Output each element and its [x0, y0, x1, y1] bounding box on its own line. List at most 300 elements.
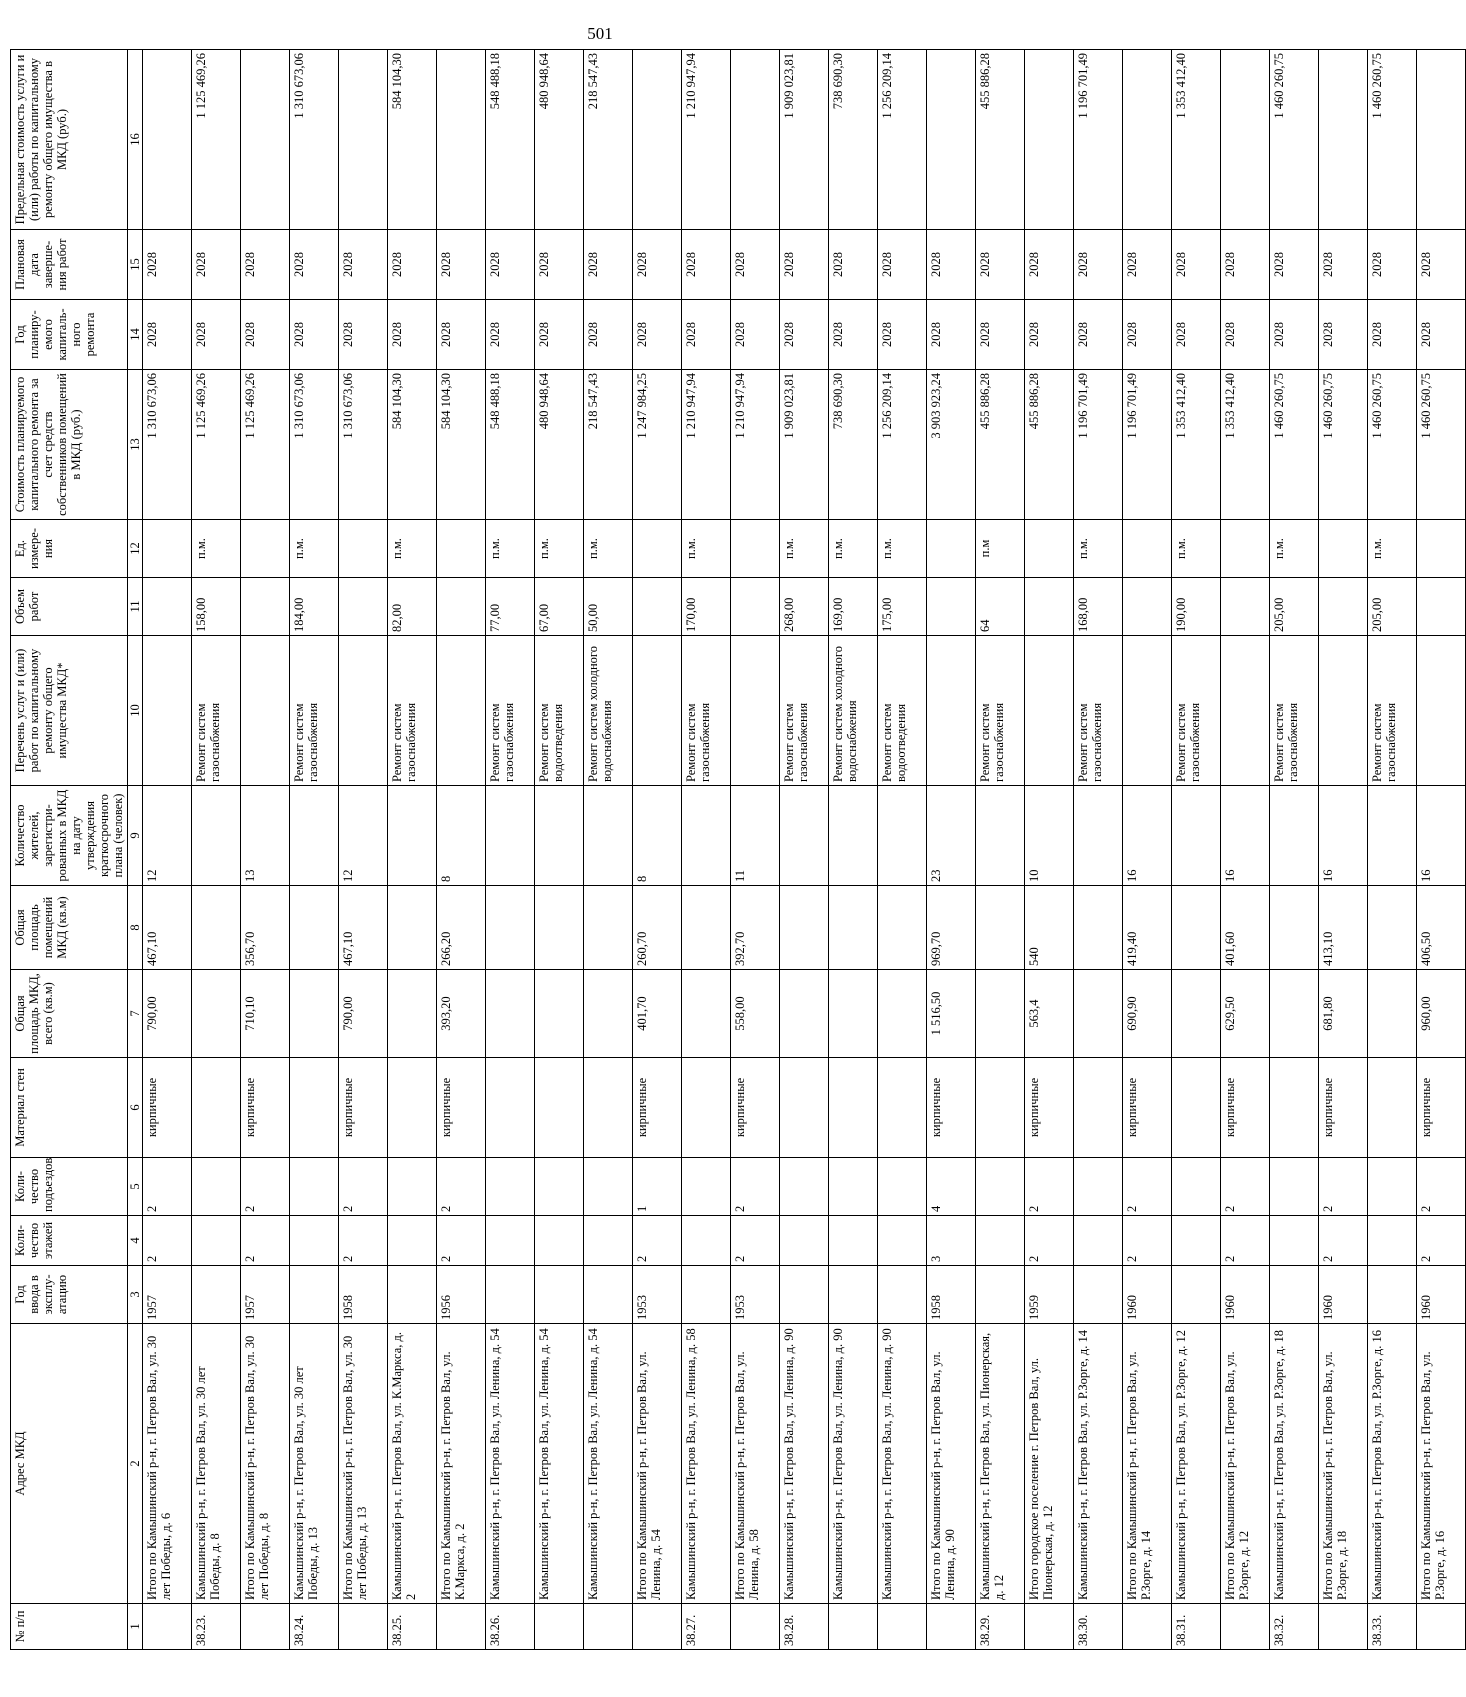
work-volume-cell	[339, 578, 388, 636]
works-list-cell	[1417, 636, 1466, 786]
column-number: 5	[128, 1158, 143, 1216]
table-row	[878, 50, 927, 1650]
row-number: 38.32.	[1270, 1604, 1319, 1650]
entrances-cell: 2	[339, 1158, 388, 1216]
works-list-cell: Ремонт систем газоснабжения	[290, 636, 339, 786]
max-cost-cell: 1 460 260,75	[1368, 50, 1417, 230]
unit-cell	[437, 520, 486, 578]
table-row	[437, 50, 486, 1650]
table-row	[1123, 50, 1172, 1650]
total-area-cell: 629,50	[1221, 970, 1270, 1058]
address-cell: Итого по Камышинский р-н, г. Петров Вал, ул. Ленина, д. 54	[633, 1324, 682, 1604]
completion-date-cell: 2028	[1368, 230, 1417, 300]
repair-cost-cell: 1 460 260,75	[1319, 370, 1368, 520]
completion-date-cell: 2028	[633, 230, 682, 300]
max-cost-cell: 548 488,18	[486, 50, 535, 230]
residents-cell	[584, 786, 633, 886]
completion-date-cell: 2028	[1025, 230, 1074, 300]
floors-cell: 2	[437, 1216, 486, 1266]
year-built-cell: 1960	[1123, 1266, 1172, 1324]
work-volume-cell	[241, 578, 290, 636]
residents-cell: 16	[1417, 786, 1466, 886]
completion-date-cell: 2028	[927, 230, 976, 300]
total-area-cell	[682, 970, 731, 1058]
entrances-cell	[1074, 1158, 1123, 1216]
completion-date-cell: 2028	[1172, 230, 1221, 300]
unit-cell	[927, 520, 976, 578]
total-area-cell	[192, 970, 241, 1058]
residents-cell	[780, 786, 829, 886]
year-built-cell	[584, 1266, 633, 1324]
floors-cell	[290, 1216, 339, 1266]
table-row	[388, 50, 437, 1650]
header-cell: Год ввода в эксплу-атацию	[11, 1266, 128, 1324]
floors-cell: 2	[143, 1216, 192, 1266]
year-built-cell	[486, 1266, 535, 1324]
repair-year-cell: 2028	[388, 300, 437, 370]
floors-cell	[878, 1216, 927, 1266]
repair-cost-cell: 1 256 209,14	[878, 370, 927, 520]
floors-cell: 2	[241, 1216, 290, 1266]
repair-year-cell: 2028	[976, 300, 1025, 370]
unit-cell	[633, 520, 682, 578]
max-cost-cell	[1319, 50, 1368, 230]
entrances-cell	[976, 1158, 1025, 1216]
work-volume-cell: 205,00	[1270, 578, 1319, 636]
residents-cell	[682, 786, 731, 886]
entrances-cell	[584, 1158, 633, 1216]
column-number: 15	[128, 230, 143, 300]
works-list-cell	[1123, 636, 1172, 786]
year-built-cell: 1958	[927, 1266, 976, 1324]
address-cell: Камышинский р-н, г. Петров Вал, ул. Ленина, д. 90	[829, 1324, 878, 1604]
work-volume-cell: 67,00	[535, 578, 584, 636]
year-built-cell	[290, 1266, 339, 1324]
year-built-cell: 1956	[437, 1266, 486, 1324]
total-area-cell	[829, 970, 878, 1058]
repair-cost-cell: 1 310 673,06	[290, 370, 339, 520]
works-list-cell	[339, 636, 388, 786]
completion-date-cell: 2028	[192, 230, 241, 300]
total-area-cell	[290, 970, 339, 1058]
total-area-cell	[976, 970, 1025, 1058]
unit-cell: п.м.	[780, 520, 829, 578]
entrances-cell: 2	[1417, 1158, 1466, 1216]
total-area-cell	[584, 970, 633, 1058]
floors-cell	[976, 1216, 1025, 1266]
wall-material-cell: кирпичные	[339, 1058, 388, 1158]
table-row	[1074, 50, 1123, 1650]
row-number: 38.31.	[1172, 1604, 1221, 1650]
wall-material-cell: кирпичные	[927, 1058, 976, 1158]
total-area-cell: 681,80	[1319, 970, 1368, 1058]
wall-material-cell: кирпичные	[1319, 1058, 1368, 1158]
works-list-cell: Ремонт систем холодного водоснабжения	[829, 636, 878, 786]
residents-cell: 13	[241, 786, 290, 886]
total-area-cell	[486, 970, 535, 1058]
premises-area-cell	[1172, 886, 1221, 970]
row-number	[829, 1604, 878, 1650]
row-number	[241, 1604, 290, 1650]
repair-cost-cell: 1 210 947,94	[731, 370, 780, 520]
unit-cell: п.м.	[1368, 520, 1417, 578]
completion-date-cell: 2028	[143, 230, 192, 300]
year-built-cell	[1074, 1266, 1123, 1324]
premises-area-cell: 419,40	[1123, 886, 1172, 970]
wall-material-cell: кирпичные	[1221, 1058, 1270, 1158]
total-area-cell: 690,90	[1123, 970, 1172, 1058]
residents-cell	[1270, 786, 1319, 886]
floors-cell: 2	[1319, 1216, 1368, 1266]
table-row	[1221, 50, 1270, 1650]
year-built-cell	[535, 1266, 584, 1324]
column-number: 12	[128, 520, 143, 578]
work-volume-cell: 168,00	[1074, 578, 1123, 636]
year-built-cell: 1959	[1025, 1266, 1074, 1324]
works-list-cell	[927, 636, 976, 786]
table-row	[1270, 50, 1319, 1650]
work-volume-cell: 77,00	[486, 578, 535, 636]
total-area-cell	[1270, 970, 1319, 1058]
repair-year-cell: 2028	[633, 300, 682, 370]
table-row	[143, 50, 192, 1650]
repair-cost-cell: 584 104,30	[388, 370, 437, 520]
work-volume-cell: 169,00	[829, 578, 878, 636]
max-cost-cell	[339, 50, 388, 230]
residents-cell: 10	[1025, 786, 1074, 886]
completion-date-cell: 2028	[241, 230, 290, 300]
premises-area-cell	[1270, 886, 1319, 970]
year-built-cell	[976, 1266, 1025, 1324]
header-cell: Ед. измере-ния	[11, 520, 128, 578]
completion-date-cell: 2028	[1270, 230, 1319, 300]
completion-date-cell: 2028	[731, 230, 780, 300]
works-list-cell: Ремонт систем газоснабжения	[388, 636, 437, 786]
completion-date-cell: 2028	[437, 230, 486, 300]
wall-material-cell	[1270, 1058, 1319, 1158]
unit-cell: п.м.	[584, 520, 633, 578]
floors-cell: 2	[339, 1216, 388, 1266]
address-cell: Камышинский р-н, г. Петров Вал, ул. Ленина, д. 54	[535, 1324, 584, 1604]
column-number: 13	[128, 370, 143, 520]
max-cost-cell: 584 104,30	[388, 50, 437, 230]
column-number: 1	[128, 1604, 143, 1650]
premises-area-cell: 406,50	[1417, 886, 1466, 970]
repair-year-cell: 2028	[290, 300, 339, 370]
wall-material-cell	[388, 1058, 437, 1158]
entrances-cell	[192, 1158, 241, 1216]
address-cell: Итого по Камышинский р-н, г. Петров Вал, ул. 30 лет Победы, д. 6	[143, 1324, 192, 1604]
works-list-cell: Ремонт систем газоснабжения	[1368, 636, 1417, 786]
row-number	[339, 1604, 388, 1650]
residents-cell: 8	[633, 786, 682, 886]
premises-area-cell: 392,70	[731, 886, 780, 970]
address-cell: Итого по Камышинский р-н, г. Петров Вал, ул. Ленина, д. 58	[731, 1324, 780, 1604]
unit-cell	[1123, 520, 1172, 578]
total-area-cell	[878, 970, 927, 1058]
total-area-cell	[1172, 970, 1221, 1058]
column-number: 3	[128, 1266, 143, 1324]
work-volume-cell: 158,00	[192, 578, 241, 636]
column-number-row	[128, 50, 143, 1650]
wall-material-cell: кирпичные	[1025, 1058, 1074, 1158]
work-volume-cell: 170,00	[682, 578, 731, 636]
table-row	[535, 50, 584, 1650]
premises-area-cell: 467,10	[143, 886, 192, 970]
works-list-cell	[1025, 636, 1074, 786]
work-volume-cell	[437, 578, 486, 636]
column-number: 9	[128, 786, 143, 886]
address-cell: Итого по Камышинский р-н, г. Петров Вал, ул. К.Маркса, д. 2	[437, 1324, 486, 1604]
residents-cell: 11	[731, 786, 780, 886]
premises-area-cell	[682, 886, 731, 970]
premises-area-cell: 413,10	[1319, 886, 1368, 970]
work-volume-cell: 82,00	[388, 578, 437, 636]
entrances-cell	[1270, 1158, 1319, 1216]
premises-area-cell	[388, 886, 437, 970]
residents-cell: 16	[1123, 786, 1172, 886]
row-number	[633, 1604, 682, 1650]
total-area-cell	[535, 970, 584, 1058]
unit-cell: п.м	[976, 520, 1025, 578]
table-row	[192, 50, 241, 1650]
work-volume-cell: 268,00	[780, 578, 829, 636]
unit-cell	[143, 520, 192, 578]
max-cost-cell: 1 353 412,40	[1172, 50, 1221, 230]
residents-cell	[388, 786, 437, 886]
row-number	[1417, 1604, 1466, 1650]
floors-cell: 2	[1123, 1216, 1172, 1266]
works-list-cell	[1221, 636, 1270, 786]
premises-area-cell: 356,70	[241, 886, 290, 970]
address-cell: Камышинский р-н, г. Петров Вал, ул. Р.Зорге, д. 12	[1172, 1324, 1221, 1604]
repair-cost-cell: 1 310 673,06	[143, 370, 192, 520]
address-cell: Итого по Камышинский р-н, г. Петров Вал, ул. Р.Зорге, д. 12	[1221, 1324, 1270, 1604]
unit-cell: п.м.	[388, 520, 437, 578]
wall-material-cell	[829, 1058, 878, 1158]
entrances-cell	[535, 1158, 584, 1216]
wall-material-cell	[682, 1058, 731, 1158]
repair-cost-cell: 1 353 412,40	[1172, 370, 1221, 520]
row-number	[1319, 1604, 1368, 1650]
row-number	[535, 1604, 584, 1650]
entrances-cell	[829, 1158, 878, 1216]
floors-cell	[1074, 1216, 1123, 1266]
rotated-table-container	[10, 50, 1447, 1650]
table-body	[143, 50, 1466, 1650]
residents-cell	[486, 786, 535, 886]
table-row	[731, 50, 780, 1650]
completion-date-cell: 2028	[682, 230, 731, 300]
table-row	[633, 50, 682, 1650]
year-built-cell	[682, 1266, 731, 1324]
max-cost-cell	[1025, 50, 1074, 230]
table-row	[829, 50, 878, 1650]
repair-year-cell: 2028	[339, 300, 388, 370]
total-area-cell: 960,00	[1417, 970, 1466, 1058]
row-number	[1221, 1604, 1270, 1650]
residents-cell: 16	[1319, 786, 1368, 886]
work-volume-cell	[143, 578, 192, 636]
premises-area-cell: 540	[1025, 886, 1074, 970]
floors-cell	[584, 1216, 633, 1266]
row-number: 38.23.	[192, 1604, 241, 1650]
entrances-cell: 4	[927, 1158, 976, 1216]
total-area-cell	[388, 970, 437, 1058]
wall-material-cell	[976, 1058, 1025, 1158]
works-list-cell	[437, 636, 486, 786]
row-number: 38.27.	[682, 1604, 731, 1650]
residents-cell: 23	[927, 786, 976, 886]
max-cost-cell	[927, 50, 976, 230]
wall-material-cell: кирпичные	[241, 1058, 290, 1158]
completion-date-cell: 2028	[1123, 230, 1172, 300]
year-built-cell	[1368, 1266, 1417, 1324]
repair-cost-cell: 1 196 701,49	[1123, 370, 1172, 520]
repair-cost-cell: 584 104,30	[437, 370, 486, 520]
year-built-cell: 1960	[1319, 1266, 1368, 1324]
column-number: 4	[128, 1216, 143, 1266]
address-cell: Камышинский р-н, г. Петров Вал, ул. Ленина, д. 54	[486, 1324, 535, 1604]
total-area-cell: 1 516,50	[927, 970, 976, 1058]
entrances-cell: 2	[1025, 1158, 1074, 1216]
unit-cell	[1417, 520, 1466, 578]
header-cell: Общая площадь помещений МКД (кв.м)	[11, 886, 128, 970]
max-cost-cell: 1 125 469,26	[192, 50, 241, 230]
completion-date-cell: 2028	[486, 230, 535, 300]
floors-cell	[486, 1216, 535, 1266]
wall-material-cell: кирпичные	[437, 1058, 486, 1158]
completion-date-cell: 2028	[780, 230, 829, 300]
header-cell: Перечень услуг и (или) работ по капитальному ремонту общего имущества МКД*	[11, 636, 128, 786]
entrances-cell	[1368, 1158, 1417, 1216]
completion-date-cell: 2028	[584, 230, 633, 300]
row-number: 38.30.	[1074, 1604, 1123, 1650]
max-cost-cell: 738 690,30	[829, 50, 878, 230]
address-cell: Камышинский р-н, г. Петров Вал, ул. К.Маркса, д. 2	[388, 1324, 437, 1604]
residents-cell	[1074, 786, 1123, 886]
total-area-cell	[1074, 970, 1123, 1058]
column-number: 6	[128, 1058, 143, 1158]
repair-year-cell: 2028	[878, 300, 927, 370]
entrances-cell: 1	[633, 1158, 682, 1216]
work-volume-cell: 190,00	[1172, 578, 1221, 636]
table-row	[927, 50, 976, 1650]
premises-area-cell	[780, 886, 829, 970]
row-number	[584, 1604, 633, 1650]
total-area-cell: 563,4	[1025, 970, 1074, 1058]
table-row	[241, 50, 290, 1650]
table-row	[1025, 50, 1074, 1650]
works-list-cell: Ремонт систем газоснабжения	[1074, 636, 1123, 786]
works-list-cell: Ремонт систем газоснабжения	[780, 636, 829, 786]
address-cell: Камышинский р-н, г. Петров Вал, ул. 30 лет Победы, д. 13	[290, 1324, 339, 1604]
premises-area-cell	[1074, 886, 1123, 970]
unit-cell: п.м.	[1270, 520, 1319, 578]
completion-date-cell: 2028	[1074, 230, 1123, 300]
floors-cell	[1270, 1216, 1319, 1266]
premises-area-cell: 401,60	[1221, 886, 1270, 970]
wall-material-cell	[1074, 1058, 1123, 1158]
works-list-cell: Ремонт систем газоснабжения	[486, 636, 535, 786]
works-list-cell: Ремонт систем газоснабжения	[1270, 636, 1319, 786]
total-area-cell: 710,10	[241, 970, 290, 1058]
floors-cell: 2	[1025, 1216, 1074, 1266]
address-cell: Камышинский р-н, г. Петров Вал, ул. 30 лет Победы, д. 8	[192, 1324, 241, 1604]
repair-cost-cell: 1 125 469,26	[192, 370, 241, 520]
row-number	[437, 1604, 486, 1650]
table-row	[1172, 50, 1221, 1650]
work-volume-cell	[1123, 578, 1172, 636]
table-row	[1319, 50, 1368, 1650]
floors-cell	[1368, 1216, 1417, 1266]
works-list-cell	[143, 636, 192, 786]
residents-cell	[1172, 786, 1221, 886]
column-number: 16	[128, 50, 143, 230]
wall-material-cell	[1172, 1058, 1221, 1158]
year-built-cell: 1957	[241, 1266, 290, 1324]
residents-cell: 12	[143, 786, 192, 886]
address-cell: Итого по Камышинский р-н, г. Петров Вал, ул. Р.Зорге, д. 14	[1123, 1324, 1172, 1604]
repair-cost-cell: 455 886,28	[976, 370, 1025, 520]
works-list-cell: Ремонт систем холодного водоснабжения	[584, 636, 633, 786]
address-cell: Камышинский р-н, г. Петров Вал, ул. Ленина, д. 90	[878, 1324, 927, 1604]
entrances-cell	[290, 1158, 339, 1216]
address-cell: Камышинский р-н, г. Петров Вал, ул. Р.Зорге, д. 18	[1270, 1324, 1319, 1604]
entrances-cell: 2	[437, 1158, 486, 1216]
repair-year-cell: 2028	[780, 300, 829, 370]
repair-cost-cell: 1 125 469,26	[241, 370, 290, 520]
floors-cell: 2	[731, 1216, 780, 1266]
completion-date-cell: 2028	[1319, 230, 1368, 300]
max-cost-cell: 480 948,64	[535, 50, 584, 230]
year-built-cell	[388, 1266, 437, 1324]
max-cost-cell: 1 909 023,81	[780, 50, 829, 230]
year-built-cell	[1270, 1266, 1319, 1324]
address-cell: Камышинский р-н, г. Петров Вал, ул. Пионерская, д. 12	[976, 1324, 1025, 1604]
works-list-cell: Ремонт систем газоснабжения	[682, 636, 731, 786]
completion-date-cell: 2028	[339, 230, 388, 300]
work-volume-cell: 184,00	[290, 578, 339, 636]
residents-cell	[1368, 786, 1417, 886]
entrances-cell	[486, 1158, 535, 1216]
year-built-cell: 1960	[1417, 1266, 1466, 1324]
completion-date-cell: 2028	[535, 230, 584, 300]
unit-cell: п.м.	[829, 520, 878, 578]
repair-cost-cell: 1 353 412,40	[1221, 370, 1270, 520]
address-cell: Камышинский р-н, г. Петров Вал, ул. Ленина, д. 90	[780, 1324, 829, 1604]
year-built-cell	[878, 1266, 927, 1324]
address-cell: Камышинский р-н, г. Петров Вал, ул. Р.Зорге, д. 16	[1368, 1324, 1417, 1604]
wall-material-cell: кирпичные	[1417, 1058, 1466, 1158]
floors-cell: 2	[1221, 1216, 1270, 1266]
wall-material-cell	[290, 1058, 339, 1158]
completion-date-cell: 2028	[829, 230, 878, 300]
header-row	[11, 50, 128, 1650]
floors-cell: 3	[927, 1216, 976, 1266]
header-cell: Общая площадь МКД, всего (кв.м)	[11, 970, 128, 1058]
completion-date-cell: 2028	[976, 230, 1025, 300]
floors-cell: 2	[633, 1216, 682, 1266]
capital-repair-table	[10, 49, 1466, 1650]
works-list-cell	[241, 636, 290, 786]
work-volume-cell	[633, 578, 682, 636]
address-cell: Итого городское поселение г. Петров Вал, ул. Пионерская, д. 12	[1025, 1324, 1074, 1604]
premises-area-cell	[1368, 886, 1417, 970]
work-volume-cell: 64	[976, 578, 1025, 636]
repair-cost-cell: 1 210 947,94	[682, 370, 731, 520]
column-number: 8	[128, 886, 143, 970]
